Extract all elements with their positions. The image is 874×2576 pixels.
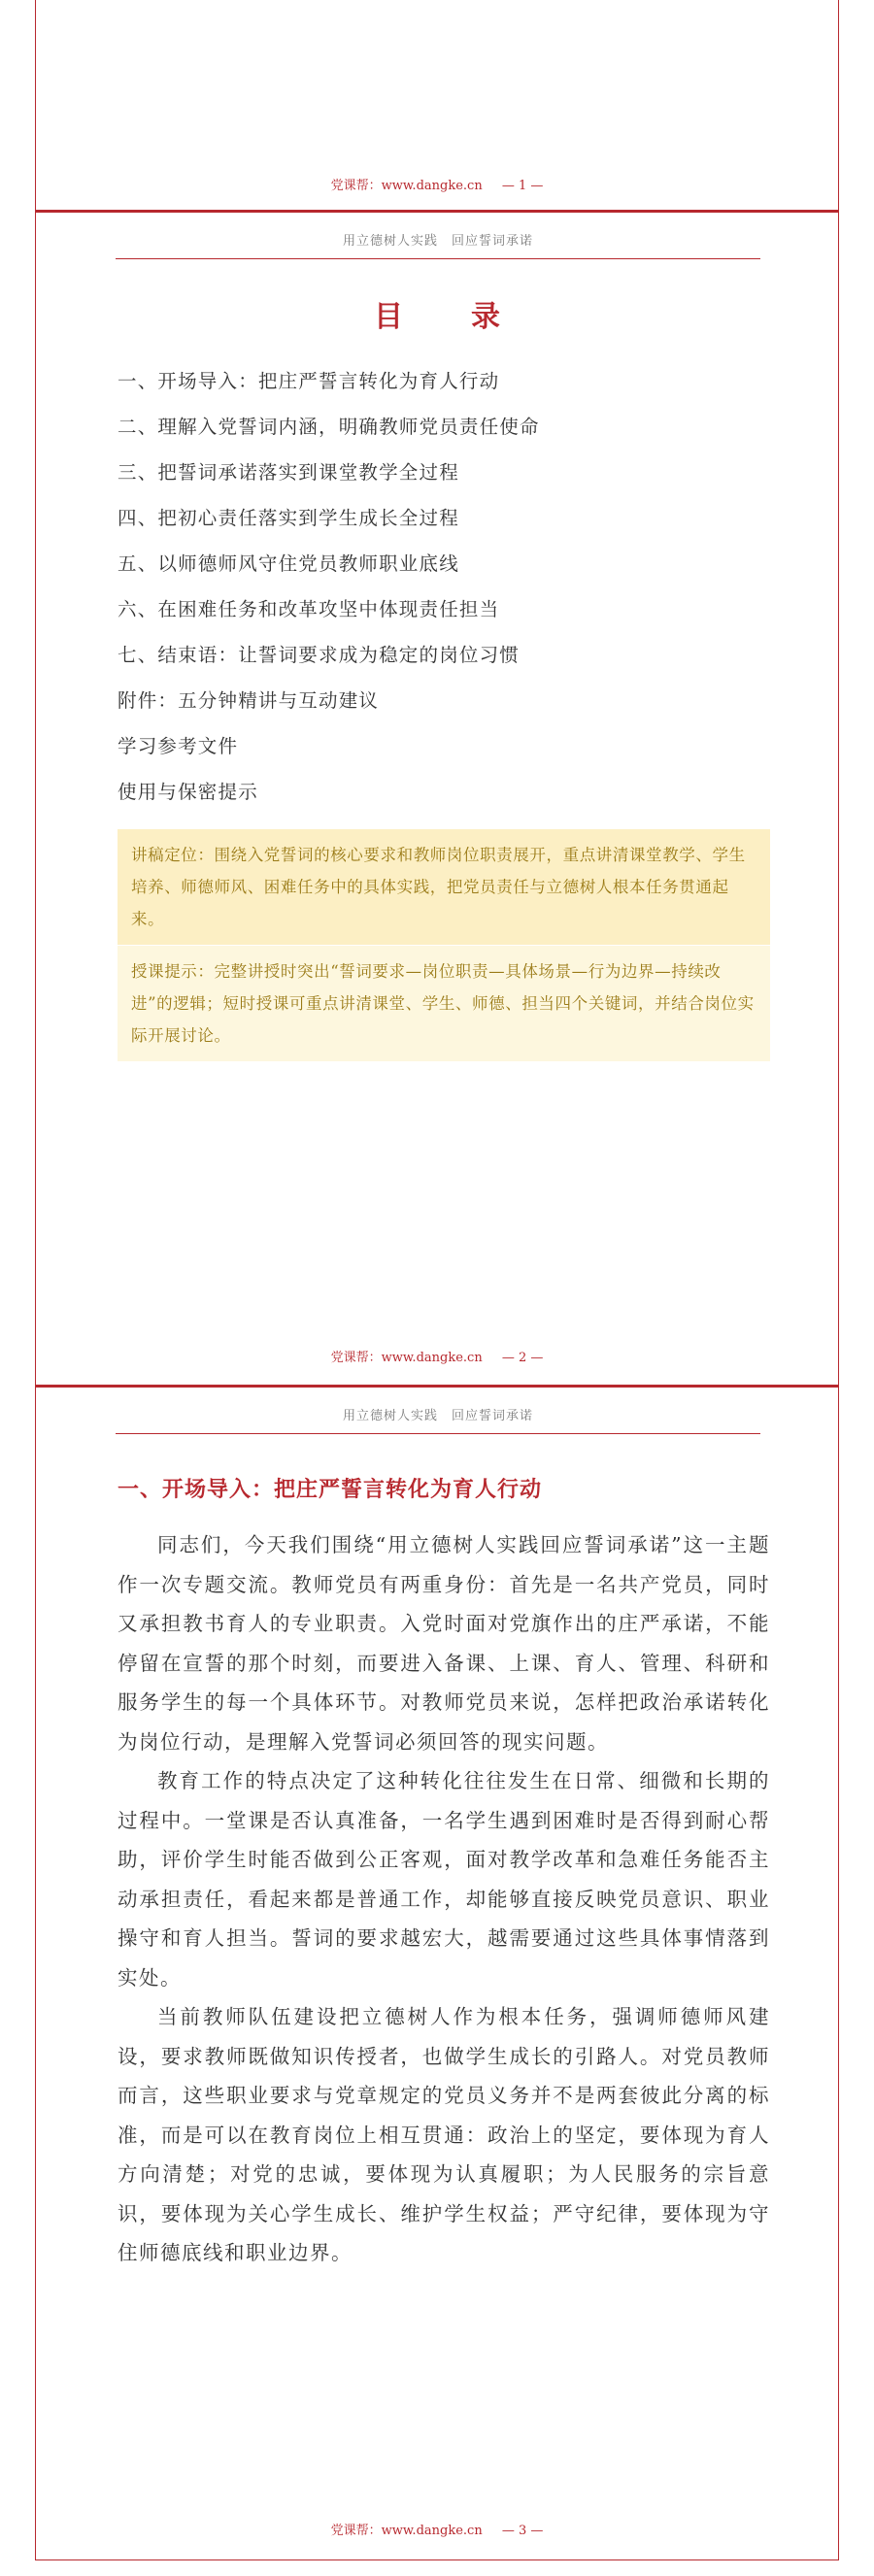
positioning-note: 讲稿定位：围绕入党誓词的核心要求和教师岗位职责展开，重点讲清课堂教学、学生培养、师德师风、困难任务中的具体实践，把党员责任与立德树人根本任务贯通起来。 bbox=[118, 829, 770, 945]
toc-item[interactable]: 二、理解入党誓词内涵，明确教师党员责任使命 bbox=[118, 416, 540, 438]
paragraph: 教育工作的特点决定了这种转化往往发生在日常、细微和长期的过程中。一堂课是否认真准备，一名学生遇到困难时是否得到耐心帮助，评价学生时能否做到公正客观，面对教学改革和急难任务能否主动承担责任，看起来都是普通工作，却能够直接反映党员意识、职业操守和育人担当。誓词的要求越宏大，越需要通过这些具体事情落到实处。 bbox=[118, 1769, 770, 1990]
toc-item[interactable]: 五、以师德师风守住党员教师职业底线 bbox=[118, 552, 459, 575]
toc-item[interactable]: 三、把誓词承诺落实到课堂教学全过程 bbox=[118, 461, 459, 484]
toc-item[interactable]: 使用与保密提示 bbox=[118, 781, 258, 803]
footer-page-number: — 3 — bbox=[501, 2524, 544, 2538]
footer-page-number: — 1 — bbox=[501, 179, 544, 193]
toc-item[interactable]: 六、在困难任务和改革攻坚中体现责任担当 bbox=[118, 598, 500, 620]
section-heading: 一、开场导入：把庄严誓言转化为育人行动 bbox=[118, 1477, 543, 1502]
body-text bbox=[118, 1525, 770, 2273]
running-header: 用立德树人实践 回应誓词承诺 bbox=[116, 230, 760, 259]
page-footer bbox=[36, 1347, 838, 1365]
paragraph: 同志们，今天我们围绕“用立德树人实践回应誓词承诺”这一主题作一次专题交流。教师党员有两重身份：首先是一名共产党员，同时又承担教书育人的专业职责。入党时面对党旗作出的庄严承诺，不能停留在宣誓的那个时刻，而要进入备课、上课、育人、管理、科研和服务学生的每一个具体环节。对教师党员来说，怎样把政治承诺转化为岗位行动，是理解入党誓词必须回答的现实问题。 bbox=[118, 1533, 770, 1754]
page-1 bbox=[35, 0, 839, 210]
running-header: 用立德树人实践 回应誓词承诺 bbox=[116, 1405, 760, 1434]
paragraph: 当前教师队伍建设把立德树人作为根本任务，强调师德师风建设，要求教师既做知识传授者，也做学生成长的引路人。对党员教师而言，这些职业要求与党章规定的党员义务并不是两套彼此分离的标准，而是可以在教育岗位上相互贯通：政治上的坚定，要体现为育人方向清楚；对党的忠诚，要体现为认真履职；为人民服务的宗旨意识，要体现为关心学生成长、维护学生权益；严守纪律，要体现为守住师德底线和职业边界。 bbox=[118, 2005, 770, 2264]
toc-item[interactable]: 四、把初心责任落实到学生成长全过程 bbox=[118, 507, 459, 529]
page-footer bbox=[36, 2520, 838, 2538]
footer-site: 党课帮：www.dangke.cn bbox=[330, 179, 483, 193]
toc-list bbox=[118, 358, 758, 815]
page-footer bbox=[36, 175, 838, 193]
toc-item[interactable]: 学习参考文件 bbox=[118, 735, 239, 757]
toc-item[interactable]: 七、结束语：让誓词要求成为稳定的岗位习惯 bbox=[118, 644, 521, 666]
footer-site: 党课帮：www.dangke.cn bbox=[330, 2524, 483, 2538]
footer-page-number: — 2 — bbox=[501, 1351, 544, 1365]
toc-item[interactable]: 附件：五分钟精讲与互动建议 bbox=[118, 689, 380, 712]
teaching-tips-note: 授课提示：完整讲授时突出“誓词要求—岗位职责—具体场景—行为边界—持续改进”的逻辑；短时授课可重点讲清课堂、学生、师德、担当四个关键词，并结合岗位实际开展讨论。 bbox=[118, 946, 770, 1061]
footer-site: 党课帮：www.dangke.cn bbox=[330, 1351, 483, 1365]
page-2 bbox=[35, 213, 839, 1385]
page-3 bbox=[35, 1388, 839, 2560]
toc-item[interactable]: 一、开场导入：把庄严誓言转化为育人行动 bbox=[118, 370, 500, 392]
toc-title: 目 录 bbox=[374, 300, 520, 334]
